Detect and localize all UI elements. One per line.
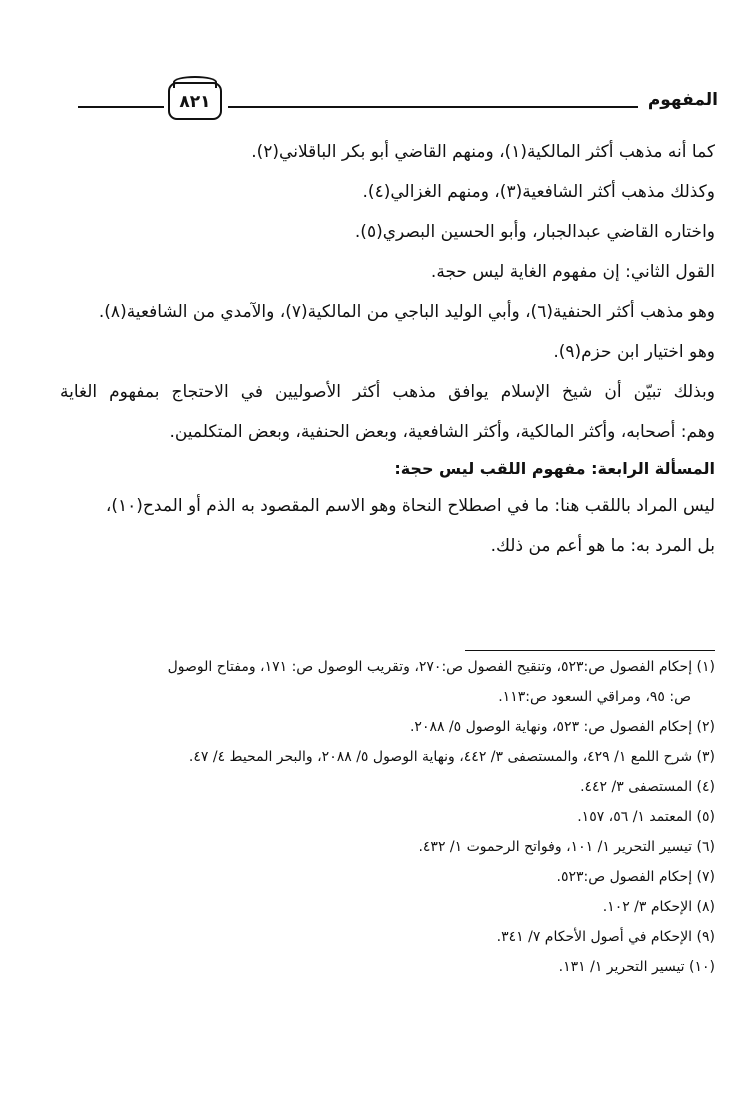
footnote: (١) إحكام الفصول ص:٥٢٣، وتنقيح الفصول ص:٢٧٠، وتقريب الوصول ص: ١٧١، ومفتاح الوصول [167, 659, 715, 675]
footnote: (١٠) تيسير التحرير ١/ ١٣١. [558, 959, 715, 975]
text-line: وهم: أصحابه، وأكثر المالكية، وأكثر الشافعية، وبعض الحنفية، وبعض المتكلمين. [169, 422, 715, 442]
footnote-separator [465, 650, 715, 651]
text-line: وبذلك تبيّن أن شيخ الإسلام يوافق مذهب أكثر الأصوليين في الاحتجاج بمفهوم الغاية [60, 382, 715, 402]
text-line: وكذلك مذهب أكثر الشافعية(٣)، ومنهم الغزالي(٤). [362, 182, 715, 202]
text-line: كما أنه مذهب أكثر المالكية(١)، ومنهم القاضي أبو بكر الباقلاني(٢). [251, 142, 715, 162]
chapter-title: المفهوم [647, 90, 718, 110]
page-number: ٨٢١ [168, 82, 222, 120]
footnote: (٦) تيسير التحرير ١/ ١٠١، وفواتح الرحموت ١/ ٤٣٢. [418, 839, 715, 855]
footnote: (٣) شرح اللمع ١/ ٤٢٩، والمستصفى ٣/ ٤٤٢، ونهاية الوصول ٥/ ٢٠٨٨، والبحر المحيط ٤/ ٤٧. [188, 749, 715, 765]
footnote: (٩) الإحكام في أصول الأحكام ٧/ ٣٤١. [496, 929, 715, 945]
text-line: واختاره القاضي عبدالجبار، وأبو الحسين البصري(٥). [354, 222, 715, 242]
text-line: وهو اختيار ابن حزم(٩). [553, 342, 715, 362]
footnotes [55, 652, 715, 982]
text-line: بل المرد به: ما هو أعم من ذلك. [490, 536, 715, 556]
text-line: ليس المراد باللقب هنا: ما في اصطلاح النحاة وهو الاسم المقصود به الذم أو المدح(١٠)، [105, 496, 715, 516]
footnote: (٧) إحكام الفصول ص:٥٢٣. [556, 869, 715, 885]
text-line: وهو مذهب أكثر الحنفية(٦)، وأبي الوليد الباجي من المالكية(٧)، والآمدي من الشافعية(٨). [98, 302, 715, 322]
footnote-continuation: ص: ٩٥، ومراقي السعود ص:١١٣. [498, 689, 691, 705]
footnote: (٨) الإحكام ٣/ ١٠٢. [602, 899, 715, 915]
page-header [78, 78, 718, 128]
footnote: (٥) المعتمد ١/ ٥٦، ١٥٧. [577, 809, 715, 825]
header-rule-left [78, 106, 164, 108]
footnote: (٤) المستصفى ٣/ ٤٤٢. [580, 779, 715, 795]
header-rule-right [228, 106, 638, 108]
main-text [60, 132, 715, 566]
section-heading: المسألة الرابعة: مفهوم اللقب ليس حجة: [394, 459, 715, 478]
footnote: (٢) إحكام الفصول ص: ٥٢٣، ونهاية الوصول ٥/ ٢٠٨٨. [409, 719, 715, 735]
text-line: القول الثاني: إن مفهوم الغاية ليس حجة. [430, 262, 715, 282]
